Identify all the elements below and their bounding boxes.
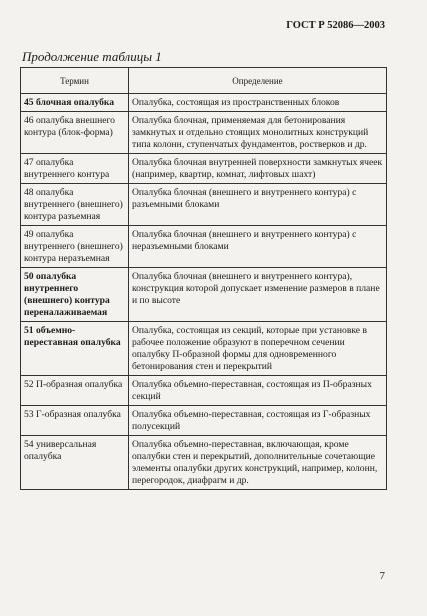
definition-cell: Опалубка блочная (внешнего и внутреннего контура) с неразъемными блоками — [129, 226, 387, 268]
table-row — [21, 376, 387, 406]
column-header-term: Термин — [21, 68, 129, 94]
term-cell: 54 универсальная опалубка — [21, 436, 129, 490]
term-cell: 52 П-образная опалубка — [21, 376, 129, 406]
table-row — [21, 268, 387, 322]
definition-cell: Опалубка объемно-переставная, состоящая из Г-образных полусекций — [129, 406, 387, 436]
term-cell: 50 опалубка внутреннего (внешнего) контура переналаживаемая — [21, 268, 129, 322]
term-cell: 48 опалубка внутреннего (внешнего) контура разъемная — [21, 184, 129, 226]
term-cell: 51 объемно-переставная опалубка — [21, 322, 129, 376]
term-cell: 53 Г-образная опалубка — [21, 406, 129, 436]
definition-cell: Опалубка блочная, применяемая для бетонирования замкнутых и отдельно стоящих монолитных конструкций типа колонн, ступенчатых фундаментов, ростверков и др. — [129, 112, 387, 154]
terms-table — [20, 67, 387, 490]
document-code: ГОСТ Р 52086—2003 — [286, 20, 385, 31]
definition-cell: Опалубка объемно-переставная, состоящая из П-образных секций — [129, 376, 387, 406]
table-row — [21, 322, 387, 376]
table-row — [21, 436, 387, 490]
column-header-definition: Определение — [129, 68, 387, 94]
table-row — [21, 184, 387, 226]
definition-cell: Опалубка блочная (внешнего и внутреннего контура), конструкция которой допускает изменение размеров в плане и по высоте — [129, 268, 387, 322]
table-row — [21, 94, 387, 112]
definition-cell: Опалубка, состоящая из пространственных блоков — [129, 94, 387, 112]
definition-cell: Опалубка, состоящая из секций, которые при установке в рабочее положение образуют в поперечном сечении опалубку П-образной формы для одновременного бетонирования стен и перекрытий — [129, 322, 387, 376]
definition-cell: Опалубка блочная (внешнего и внутреннего контура) с разъемными блоками — [129, 184, 387, 226]
table-header-row — [21, 68, 387, 94]
page-number: 7 — [379, 570, 385, 582]
term-cell: 46 опалубка внешнего контура (блок-форма) — [21, 112, 129, 154]
definition-cell: Опалубка блочная внутренней поверхности замкнутых ячеек (например, квартир, комнат, лифтовых шахт) — [129, 154, 387, 184]
definition-cell: Опалубка объемно-переставная, включающая, кроме опалубки стен и перекрытий, дополнительные сочетающие элементы опалубки других конструкций, например, колонн, перегородок, диафрагм и др. — [129, 436, 387, 490]
table-row — [21, 226, 387, 268]
table-row — [21, 406, 387, 436]
table-row — [21, 154, 387, 184]
table-caption: Продолжение таблицы 1 — [22, 49, 162, 64]
term-cell: 49 опалубка внутреннего (внешнего) контура неразъемная — [21, 226, 129, 268]
table-row — [21, 112, 387, 154]
term-cell: 47 опалубка внутреннего контура — [21, 154, 129, 184]
term-cell: 45 блочная опалубка — [21, 94, 129, 112]
